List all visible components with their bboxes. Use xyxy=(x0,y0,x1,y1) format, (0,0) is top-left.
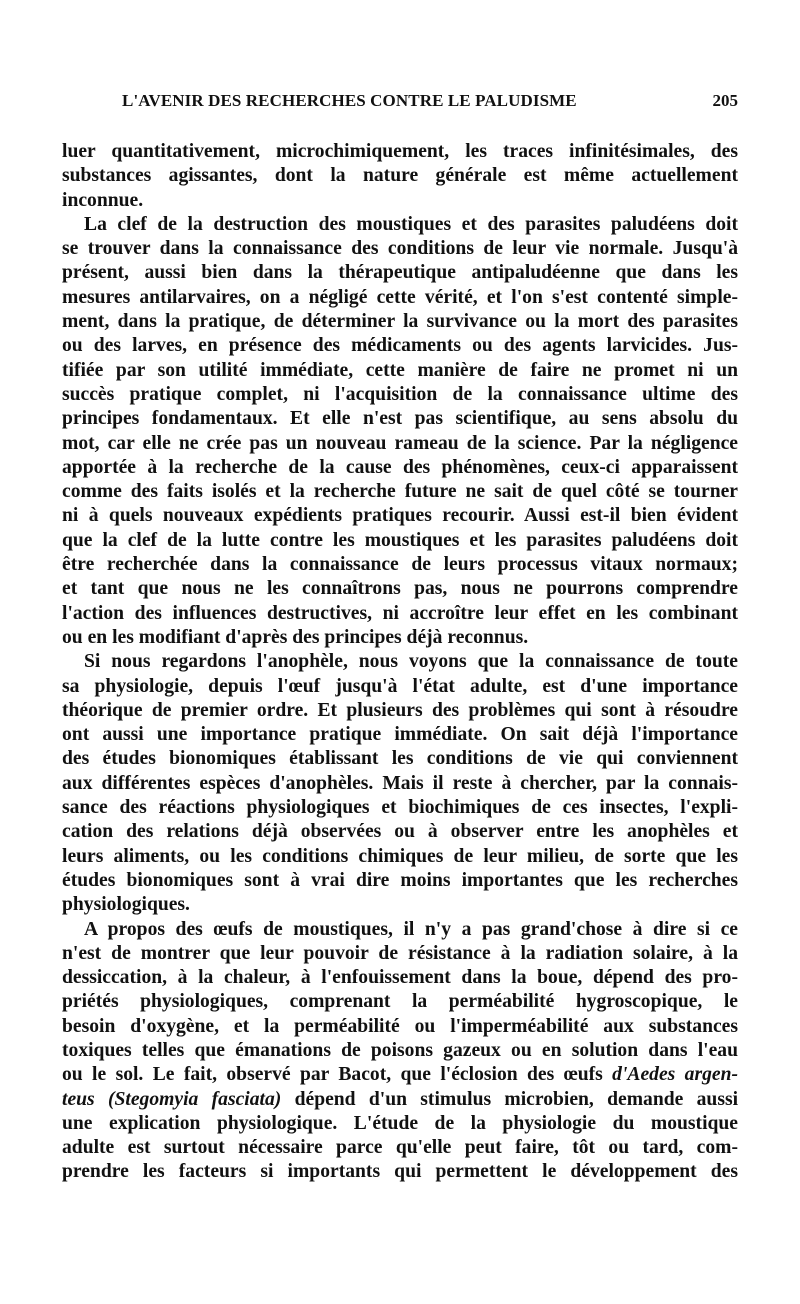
text-line: ou en les modifiant d'après des principes déjà reconnus. xyxy=(62,626,529,648)
italic-synonym: (Stegomyia fasciata) xyxy=(107,1088,282,1110)
text-line-with-italic xyxy=(62,1088,738,1112)
text-line: succès pratique complet, ni l'acquisition de la connaissance ultime des xyxy=(62,383,738,405)
text-line: être recherchée dans la connaissance de leurs processus vitaux normaux; xyxy=(62,554,738,576)
text-line: études bionomiques sont à vrai dire moins importantes que les recherches xyxy=(62,869,738,891)
text-line: luer quantitativement, microchimiquement, les traces infinitésimales, des xyxy=(62,141,738,162)
text-line: et tant que nous ne les connaîtrons pas, nous ne pourrons comprendre xyxy=(62,578,738,600)
text-line: cation des relations déjà observées ou à observer entre les anophèles et xyxy=(62,821,738,843)
text-line: priétés physiologiques, comprenant la perméabilité hygroscopique, le xyxy=(62,991,738,1013)
text-line: sa physiologie, depuis l'œuf jusqu'à l'état adulte, est d'une importance xyxy=(62,675,738,697)
text-line: ont aussi une importance pratique immédiate. On sait déjà l'importance xyxy=(62,724,738,746)
text-line: tifiée par son utilité immédiate, cette manière de faire ne promet ni un xyxy=(62,359,738,381)
text-line: physiologiques. xyxy=(62,894,190,916)
text-line: des études bionomiques établissant les conditions de vie qui conviennent xyxy=(62,748,738,770)
italic-species-name: d'Aedes argen- xyxy=(612,1064,738,1086)
text-line: se trouver dans la connaissance des conditions de leur vie normale. Jusqu'à xyxy=(62,238,738,260)
text-line-with-italic xyxy=(62,1063,738,1087)
text-line: l'action des influences destructives, ni accroître leur effet en les combinant xyxy=(62,602,738,624)
text-line: dessiccation, à la chaleur, à l'enfouissement dans la boue, dépend des pro- xyxy=(62,967,738,989)
text-line: n'est de montrer que leur pouvoir de résistance à la radiation solaire, à la xyxy=(62,942,738,964)
text-line: sance des réactions physiologiques et biochimiques de ces insectes, l'expli- xyxy=(62,797,738,819)
text-line: prendre les facteurs si importants qui permettent le développement des xyxy=(62,1161,738,1183)
text-line: La clef de la destruction des moustiques et des parasites paludéens doit xyxy=(84,213,738,235)
running-header xyxy=(62,91,738,111)
text-line: ou des larves, en présence des médicaments ou des agents larvicides. Jus- xyxy=(62,335,738,357)
text-segment: dépend d'un stimulus microbien, demande aussi xyxy=(294,1088,738,1110)
text-line: adulte est surtout nécessaire parce qu'elle peut faire, tôt ou tard, com- xyxy=(62,1137,738,1159)
text-line: apportée à la recherche de la cause des phénomènes, ceux-ci apparaissent xyxy=(62,456,738,478)
text-line: Si nous regardons l'anophèle, nous voyons que la connaissance de toute xyxy=(84,651,738,673)
text-line: substances agissantes, dont la nature générale est même actuellement xyxy=(62,165,738,187)
text-line: A propos des œufs de moustiques, il n'y a pas grand'chose à dire si ce xyxy=(84,918,738,940)
text-line: mot, car elle ne crée pas un nouveau rameau de la science. Par la négligence xyxy=(62,432,738,454)
text-line: toxiques telles que émanations de poisons gazeux ou en solution dans l'eau xyxy=(62,1039,738,1061)
page-number: 205 xyxy=(712,91,738,110)
text-line: aux différentes espèces d'anophèles. Mais il reste à chercher, par la connais- xyxy=(62,772,738,794)
text-line: ni à quels nouveaux expédients pratiques recourir. Aussi est-il bien évident xyxy=(62,505,738,527)
text-line: inconnue. xyxy=(62,189,144,211)
running-title: L'AVENIR DES RECHERCHES CONTRE LE PALUDISME xyxy=(122,91,577,110)
text-line: une explication physiologique. L'étude de la physiologie du moustique xyxy=(62,1112,738,1134)
text-line: ment, dans la pratique, de déterminer la survivance ou la mort des parasites xyxy=(62,311,738,333)
text-line: comme des faits isolés et la recherche future ne sait de quel côté se tourner xyxy=(62,481,738,503)
text-line: que la clef de la lutte contre les moustiques et les parasites paludéens doit xyxy=(62,529,738,551)
text-line: théorique de premier ordre. Et plusieurs des problèmes qui sont à résoudre xyxy=(62,699,738,721)
body-text xyxy=(62,140,738,1185)
text-line: besoin d'oxygène, et la perméabilité ou l'imperméabilité aux substances xyxy=(62,1015,738,1037)
italic-species-name: teus xyxy=(62,1088,95,1110)
text-line: principes fondamentaux. Et elle n'est pas scientifique, au sens absolu du xyxy=(62,408,738,430)
text-segment: ou le sol. Le fait, observé par Bacot, que l'éclosion des œufs xyxy=(62,1064,603,1086)
text-line: présent, aussi bien dans la thérapeutique antipaludéenne que dans les xyxy=(62,262,738,284)
text-line: leurs aliments, ou les conditions chimiques de leur milieu, de sorte que les xyxy=(62,845,738,867)
text-line: mesures antilarvaires, on a négligé cette vérité, et l'on s'est contenté simple- xyxy=(62,286,738,308)
